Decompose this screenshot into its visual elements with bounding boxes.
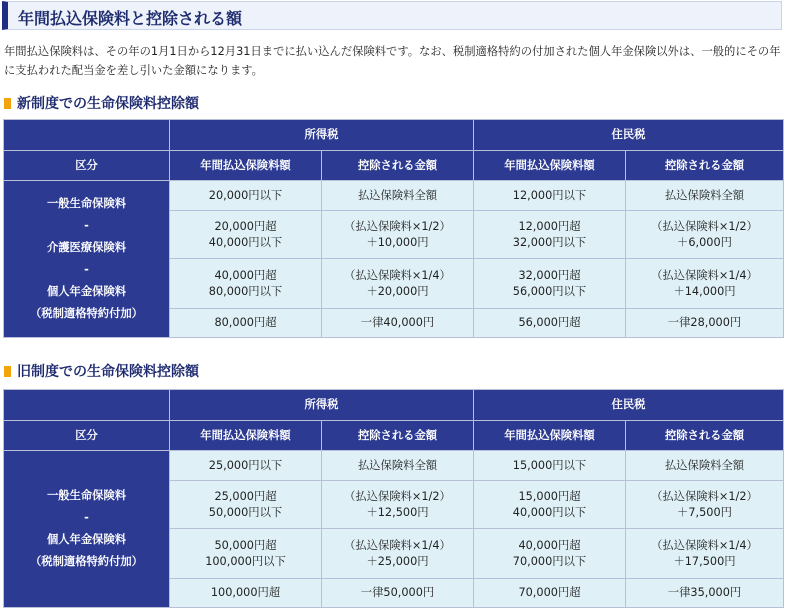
section-title-old-text: 旧制度での生命保険料控除額 [17,364,199,380]
table-cell [474,579,626,608]
cell-line: （払込保険料×1/4） [651,538,758,552]
cell-line: （払込保険料×1/4） [344,268,451,282]
page-heading [2,1,782,30]
header-it-premium: 年間払込保険料額 [170,421,322,451]
header-rt-premium: 年間払込保険料額 [474,151,626,181]
table-cell [170,451,322,481]
header-income-tax: 所得税 [170,390,474,421]
deduction-table-old [3,389,784,608]
cell-line: 40,000円以下 [208,235,283,249]
table-cell [322,181,474,211]
cell-line: 一律50,000円 [360,586,435,599]
table-cell [626,529,784,579]
category-cell [4,181,170,338]
section-title-new-text: 新制度での生命保険料控除額 [17,96,199,112]
cell-line: 払込保険料全額 [357,458,438,472]
table-cell [474,181,626,211]
cell-line: 70,000円以下 [512,554,587,568]
cell-line: ＋14,000円 [673,284,736,298]
table-cell [626,579,784,608]
header-blank [4,120,170,151]
table-cell [322,259,474,309]
table-cell [170,529,322,579]
cell-line: 払込保険料全額 [664,458,745,472]
cell-line: 20,000円超 [214,219,277,233]
table-cell [474,529,626,579]
category-line: 一般生命保険料 [46,197,127,210]
table-cell [170,481,322,529]
table-cell [626,259,784,309]
cell-line: ＋12,500円 [366,505,429,519]
header-category: 区分 [4,151,170,181]
table-cell [474,309,626,338]
orange-square-icon [4,98,11,109]
section-title-old [4,361,199,379]
category-line: - [84,511,89,524]
cell-line: 100,000円超 [210,586,281,599]
header-rt-premium: 年間払込保険料額 [474,421,626,451]
table-cell [474,259,626,309]
table-cell [474,451,626,481]
cell-line: ＋25,000円 [366,554,429,568]
table-cell [322,309,474,338]
table-cell [626,181,784,211]
cell-line: （払込保険料×1/2） [344,219,451,233]
category-line: 一般生命保険料 [46,489,127,502]
cell-line: 80,000円以下 [208,284,283,298]
cell-line: 12,000円超 [518,219,581,233]
header-blank [4,390,170,421]
intro-paragraph: 年間払込保険料は、その年の1月1日から12月31日までに払い込んだ保険料です。なお、税制適格特約の付加された個人年金保険以外は、一般的にその年に支払われた配当金を差し引いた金額になります。 [4,45,781,77]
cell-line: 15,000円超 [518,489,581,503]
table-cell [322,529,474,579]
category-line: 個人年金保険料 [46,533,127,546]
header-rt-deduction: 控除される金額 [626,151,784,181]
category-line: （税制適格特約付加） [30,555,143,568]
cell-line: 一律28,000円 [667,316,742,329]
cell-line: 50,000円以下 [208,505,283,519]
cell-line: ＋6,000円 [677,235,732,249]
cell-line: ＋7,500円 [677,505,732,519]
cell-line: （払込保険料×1/2） [651,219,758,233]
table-cell [474,211,626,259]
table-cell [170,579,322,608]
cell-line: 100,000円以下 [205,554,286,568]
page-title: 年間払込保険料と控除される額 [18,9,243,28]
cell-line: 払込保険料全額 [664,188,745,202]
cell-line: （払込保険料×1/4） [651,268,758,282]
header-it-deduction: 控除される金額 [322,151,474,181]
cell-line: 32,000円以下 [512,235,587,249]
header-income-tax: 所得税 [170,120,474,151]
cell-line: 一律35,000円 [667,586,742,599]
category-line: - [84,263,89,276]
cell-line: 70,000円超 [518,586,581,599]
table-cell [626,211,784,259]
table-cell [626,309,784,338]
header-resident-tax: 住民税 [474,390,784,421]
header-category: 区分 [4,421,170,451]
section-title-new [4,93,199,111]
cell-line: 40,000円超 [518,538,581,552]
table-cell [626,481,784,529]
table-cell [170,181,322,211]
table-cell [322,481,474,529]
orange-square-icon [4,366,11,377]
cell-line: 払込保険料全額 [357,188,438,202]
table-cell [170,211,322,259]
cell-line: 56,000円以下 [512,284,587,298]
table-cell [626,451,784,481]
cell-line: 80,000円超 [214,316,277,329]
cell-line: 32,000円超 [518,268,581,282]
category-line: 個人年金保険料 [46,285,127,298]
table-cell [170,309,322,338]
header-rt-deduction: 控除される金額 [626,421,784,451]
cell-line: 25,000円超 [214,489,277,503]
header-resident-tax: 住民税 [474,120,784,151]
category-line: 介護医療保険料 [46,241,127,254]
header-it-deduction: 控除される金額 [322,421,474,451]
cell-line: ＋20,000円 [366,284,429,298]
header-it-premium: 年間払込保険料額 [170,151,322,181]
table-cell [474,481,626,529]
cell-line: 一律40,000円 [360,316,435,329]
cell-line: 50,000円超 [214,538,277,552]
cell-line: （払込保険料×1/2） [344,489,451,503]
cell-line: 40,000円超 [214,268,277,282]
cell-line: 25,000円以下 [208,458,283,472]
cell-line: 56,000円超 [518,316,581,329]
category-line: - [84,219,89,232]
category-cell [4,451,170,608]
table-cell [322,211,474,259]
deduction-table-new [3,119,784,338]
cell-line: ＋17,500円 [673,554,736,568]
table-cell [322,451,474,481]
cell-line: ＋10,000円 [366,235,429,249]
table-cell [170,259,322,309]
category-line: （税制適格特約付加） [30,307,143,320]
cell-line: 40,000円以下 [512,505,587,519]
cell-line: （払込保険料×1/2） [651,489,758,503]
cell-line: （払込保険料×1/4） [344,538,451,552]
cell-line: 12,000円以下 [512,188,587,202]
cell-line: 20,000円以下 [208,188,283,202]
cell-line: 15,000円以下 [512,458,587,472]
table-cell [322,579,474,608]
